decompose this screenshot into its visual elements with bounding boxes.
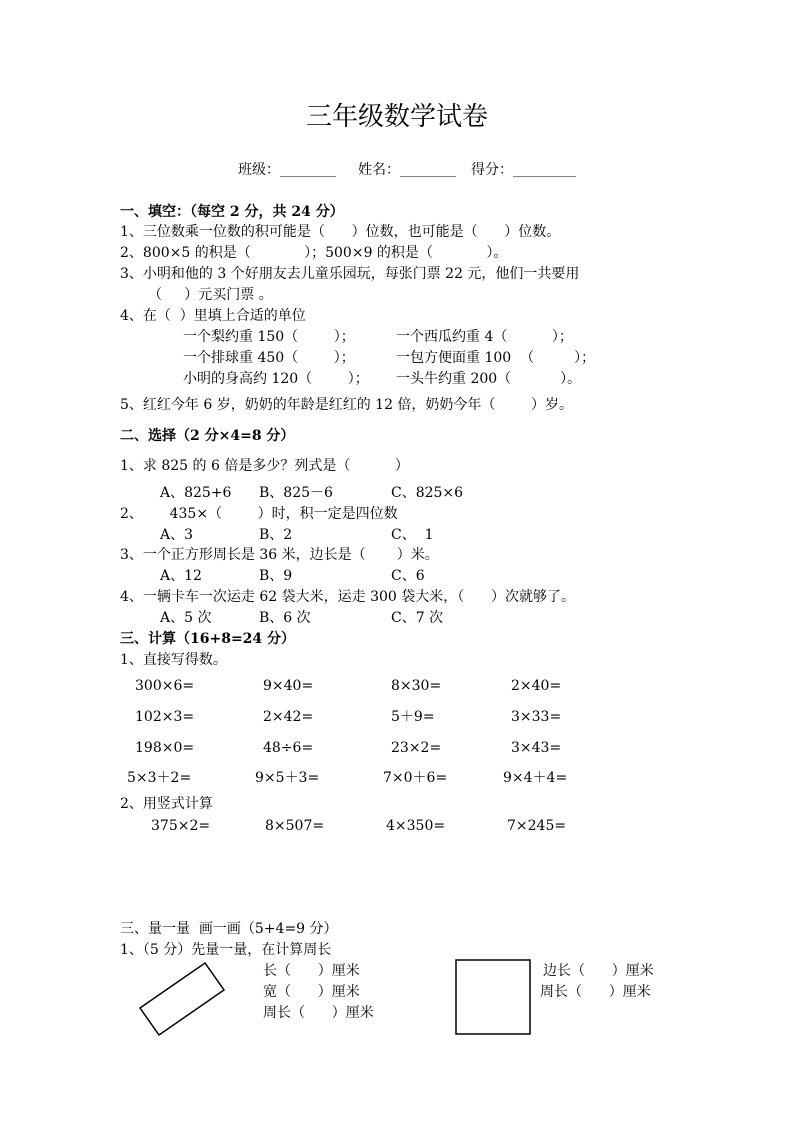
s2-q2: 2、 435×（ ）时，积一定是四位数: [120, 506, 398, 522]
calc-item: 3×43=: [511, 740, 562, 756]
tilted-rectangle-figure: [140, 963, 224, 1035]
s4-q1: 1、（5 分）先量一量，在计算周长: [120, 942, 332, 958]
calc-item: 23×2=: [391, 740, 442, 756]
s1-q4-r2b: 一包方便面重 100 （ ）；: [396, 350, 596, 366]
s2-q2-opt-a: A、3: [160, 527, 194, 543]
s2-q3: 3、一个正方形周长是 36 米，边长是（ ）米。: [120, 547, 439, 563]
calc-item: 9×5＋3=: [255, 770, 320, 786]
calc-item: 102×3=: [135, 709, 195, 725]
s2-q3-opt-b: B、9: [259, 568, 293, 584]
section3-heading: 三、计算（16+8=24 分）: [120, 631, 296, 647]
s1-q4-r1a: 一个梨约重 150（ ）；: [183, 329, 355, 345]
page-title: 三年级数学试卷: [305, 102, 488, 132]
calc-item: 5×3＋2=: [127, 770, 192, 786]
square-figure: [456, 960, 530, 1034]
s1-q4-r3b: 一头牛约重 200（ ）。: [396, 371, 582, 387]
s2-q4-opt-a: A、5 次: [160, 610, 212, 626]
vertical-calc-item: 375×2=: [151, 818, 211, 834]
score-field[interactable]: 得分：_________: [471, 162, 576, 178]
calc-item: 3×33=: [511, 709, 562, 725]
vertical-calc-item: 7×245=: [507, 818, 567, 834]
calc-item: 9×4＋4=: [503, 770, 568, 786]
rect-length-label: 长（ ）厘米: [263, 963, 360, 979]
s2-q1: 1、求 825 的 6 倍是多少？列式是（ ）: [120, 458, 409, 474]
s1-q5: 5、红红今年 6 岁，奶奶的年龄是红红的 12 倍，奶奶今年（ ）岁。: [120, 397, 574, 413]
s1-q2: 2、800×5 的积是（ ）；500×9 的积是（ ）。: [120, 245, 508, 261]
calc-item: 48÷6=: [263, 740, 314, 756]
calc-item: 2×42=: [263, 709, 314, 725]
s3-sub2: 2、用竖式计算: [120, 796, 213, 812]
calc-item: 8×30=: [391, 678, 442, 694]
s1-q1: 1、三位数乘一位数的积可能是（ ）位数，也可能是（ ）位数。: [120, 224, 561, 240]
s1-q4: 4、在（ ）里填上合适的单位: [120, 308, 306, 324]
section2-heading: 二、选择（2 分×4=8 分）: [120, 428, 295, 444]
section4-heading: 三、量一量 画一画（5+4=9 分）: [120, 921, 338, 937]
section1-heading: 一、填空：（每空 2 分，共 24 分）: [120, 204, 344, 220]
calc-item: 7×0＋6=: [383, 770, 448, 786]
s2-q2-opt-c: C、 1: [391, 527, 434, 543]
s3-sub1: 1、直接写得数。: [120, 652, 227, 668]
s1-q4-r1b: 一个西瓜约重 4（ ）；: [396, 329, 573, 345]
s2-q1-opt-c: C、825×6: [391, 485, 464, 501]
name-field[interactable]: 姓名：________: [358, 162, 456, 178]
vertical-calc-item: 8×507=: [265, 818, 325, 834]
calc-item: 198×0=: [135, 740, 195, 756]
rect-width-label: 宽（ ）厘米: [263, 984, 360, 1000]
s1-q3b: （ ）元买门票 。: [148, 287, 273, 303]
s1-q3a: 3、小明和他的 3 个好朋友去儿童乐园玩，每张门票 22 元，他们一共要用: [120, 266, 580, 282]
s2-q3-opt-c: C、6: [391, 568, 425, 584]
s1-q4-r2a: 一个排球重 450（ ）；: [183, 350, 355, 366]
rect-perimeter-label: 周长（ ）厘米: [263, 1005, 374, 1021]
s2-q4-opt-c: C、7 次: [391, 610, 444, 626]
s2-q4: 4、一辆卡车一次运走 62 袋大米，运走 300 袋大米，（ ）次就够了。: [120, 589, 575, 605]
square-side-label: 边长（ ）厘米: [543, 963, 654, 979]
calc-item: 300×6=: [135, 678, 195, 694]
s2-q4-opt-b: B、6 次: [259, 610, 311, 626]
s2-q3-opt-a: A、12: [160, 568, 202, 584]
s2-q2-opt-b: B、2: [259, 527, 293, 543]
calc-item: 9×40=: [263, 678, 314, 694]
s2-q1-opt-b: B、825－6: [259, 485, 333, 501]
calc-item: 2×40=: [511, 678, 562, 694]
square-perimeter-label: 周长（ ）厘米: [540, 984, 651, 1000]
vertical-calc-item: 4×350=: [386, 818, 446, 834]
calc-item: 5＋9=: [391, 709, 435, 725]
class-field[interactable]: 班级：________: [238, 162, 336, 178]
s1-q4-r3a: 小明的身高约 120（ ）；: [183, 371, 369, 387]
s2-q1-opt-a: A、825+6: [160, 485, 232, 501]
